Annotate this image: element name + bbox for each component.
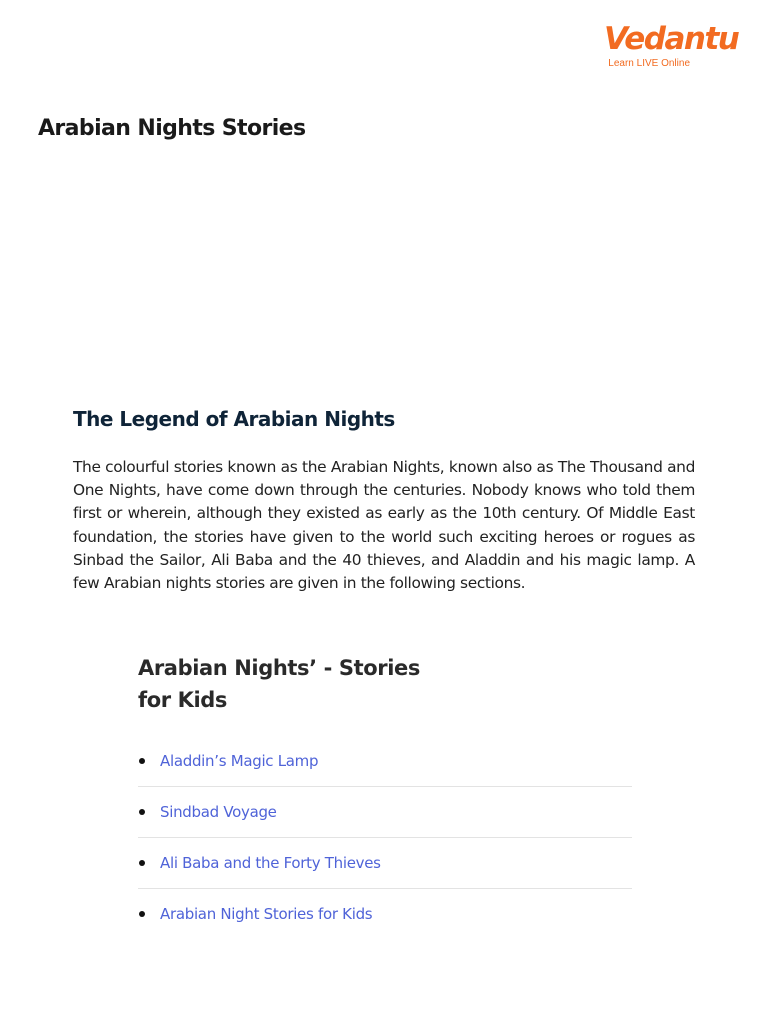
list-item: [138, 736, 632, 787]
story-link-sindbad[interactable]: Sindbad Voyage: [160, 803, 277, 821]
intro-paragraph: The colourful stories known as the Arabian Nights, known also as The Thousand and One Nights, have come down through the centuries. Nobody knows who told them first or wherein, although they existed as early as the 10th century. Of Middle East foundation, the stories have given to the world such exciting heroes or rogues as Sinbad the Sailor, Ali Baba and the 40 thieves, and Aladdin and his magic lamp. A few Arabian nights stories are given in the following sections.: [73, 458, 695, 593]
bullet-icon: [139, 911, 145, 917]
page-title: Arabian Nights Stories: [38, 116, 306, 141]
stories-list-box: [138, 652, 632, 939]
bullet-icon: [139, 758, 145, 764]
story-link-arabian-night-kids[interactable]: Arabian Night Stories for Kids: [160, 905, 373, 923]
vedantu-logo[interactable]: [604, 21, 739, 69]
stories-heading: Arabian Nights’ - Stories for Kids: [138, 656, 420, 712]
logo-tagline: Learn LIVE Online: [608, 58, 690, 69]
list-item: [138, 889, 632, 939]
bullet-icon: [139, 809, 145, 815]
story-list: [138, 736, 632, 939]
list-item: [138, 838, 632, 889]
bullet-icon: [139, 860, 145, 866]
story-link-ali-baba[interactable]: Ali Baba and the Forty Thieves: [160, 854, 381, 872]
story-link-aladdin[interactable]: Aladdin’s Magic Lamp: [160, 752, 319, 770]
logo-wordmark: Vedantu: [604, 21, 739, 57]
list-item: [138, 787, 632, 838]
section-heading: The Legend of Arabian Nights: [73, 407, 395, 431]
